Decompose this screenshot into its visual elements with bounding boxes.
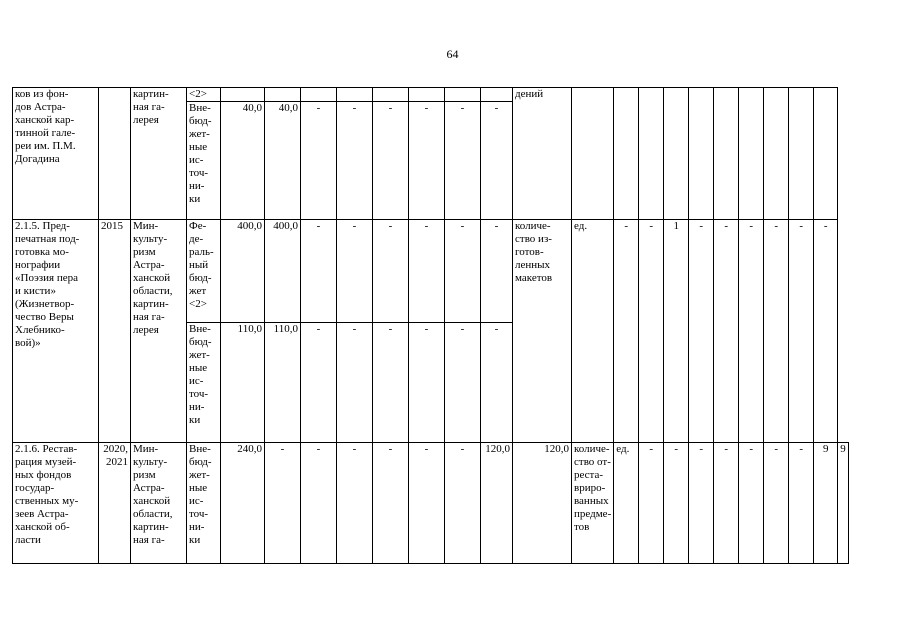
value-cell	[639, 88, 664, 220]
amount-cell: -	[481, 102, 513, 220]
program-table	[12, 87, 849, 564]
value-cell: -	[764, 443, 789, 564]
amount-cell: -	[373, 443, 409, 564]
value-cell: -	[714, 220, 739, 443]
value-cell: -	[689, 443, 714, 564]
executor-cell: Мин- культу- ризм Астра- ханской области, картин- ная га-	[131, 443, 187, 564]
event-name-cell: ков из фон- дов Астра- ханской кар- тинной гале- реи им. П.М. Догадина	[13, 88, 99, 220]
page-number: 64	[446, 47, 459, 61]
source-cell: Фе- де- раль- ный бюд- жет <2>	[187, 220, 221, 323]
amount-cell: -	[337, 323, 373, 443]
amount-cell: -	[481, 323, 513, 443]
amount-cell: -	[373, 220, 409, 323]
amount-cell: -	[301, 323, 337, 443]
value-cell: 9	[838, 443, 849, 564]
source-cell: Вне- бюд- жет- ные ис- точ- ни- ки	[187, 102, 221, 220]
value-cell: -	[689, 220, 714, 443]
amount-cell: 120,0	[513, 443, 572, 564]
amount-cell: -	[409, 102, 445, 220]
amount-cell: -	[301, 102, 337, 220]
value-cell	[614, 88, 639, 220]
unit-cell	[572, 88, 614, 220]
amount-cell: 40,0	[221, 102, 265, 220]
amount-cell: 40,0	[265, 102, 301, 220]
indicator-cell: количе- ство от- реста- вриро- ванных предме- тов	[572, 443, 614, 564]
amount-cell: 110,0	[265, 323, 301, 443]
value-cell: 1	[664, 220, 689, 443]
value-cell	[714, 88, 739, 220]
amount-cell: -	[409, 220, 445, 323]
amount-cell: -	[301, 220, 337, 323]
year-cell: 2015	[99, 220, 131, 443]
amount-cell: 120,0	[481, 443, 513, 564]
amount-cell	[373, 88, 409, 102]
value-cell: -	[739, 443, 764, 564]
value-cell: -	[639, 220, 664, 443]
value-cell	[739, 88, 764, 220]
amount-cell: -	[445, 220, 481, 323]
amount-cell: -	[445, 102, 481, 220]
amount-cell	[409, 88, 445, 102]
amount-cell: -	[445, 323, 481, 443]
source-cell: Вне- бюд- жет- ные ис- точ- ни- ки	[187, 443, 221, 564]
amount-cell: -	[445, 443, 481, 564]
source-cell: Вне- бюд- жет- ные ис- точ- ни- ки	[187, 323, 221, 443]
amount-cell: -	[337, 102, 373, 220]
value-cell: -	[739, 220, 764, 443]
value-cell: 9	[814, 443, 838, 564]
amount-cell: -	[409, 443, 445, 564]
amount-cell: -	[301, 443, 337, 564]
amount-cell: -	[337, 220, 373, 323]
value-cell: -	[764, 220, 789, 443]
amount-cell: -	[265, 443, 301, 564]
year-cell	[99, 88, 131, 220]
value-cell	[664, 88, 689, 220]
amount-cell: 400,0	[221, 220, 265, 323]
value-cell: -	[639, 443, 664, 564]
year-cell: 2020, 2021	[99, 443, 131, 564]
value-cell: -	[789, 220, 814, 443]
indicator-cell: дений	[513, 88, 572, 220]
event-name-cell: 2.1.5. Пред- печатная под- готовка мо- нографии «Поэзия пера и кисти» (Жизнетвор- чество Веры Хлебнико- вой)»	[13, 220, 99, 443]
unit-cell: ед.	[614, 443, 639, 564]
amount-cell: -	[481, 220, 513, 323]
table-row	[13, 88, 849, 102]
event-name-cell: 2.1.6. Рестав- рация музей- ных фондов государ- ственных му- зеев Астра- ханской об- ласти	[13, 443, 99, 564]
amount-cell: 110,0	[221, 323, 265, 443]
amount-cell: -	[337, 443, 373, 564]
amount-cell: -	[409, 323, 445, 443]
value-cell: -	[814, 220, 838, 443]
executor-cell: Мин- культу- ризм Астра- ханской области, картин- ная га- лерея	[131, 220, 187, 443]
value-cell: -	[614, 220, 639, 443]
amount-cell	[265, 88, 301, 102]
value-cell	[689, 88, 714, 220]
amount-cell: -	[373, 102, 409, 220]
value-cell	[814, 88, 838, 220]
value-cell: -	[664, 443, 689, 564]
value-cell	[789, 88, 814, 220]
table-row	[13, 220, 849, 323]
value-cell	[764, 88, 789, 220]
indicator-cell: количе- ство из- готов- ленных макетов	[513, 220, 572, 443]
amount-cell: 400,0	[265, 220, 301, 323]
executor-cell: картин- ная га- лерея	[131, 88, 187, 220]
amount-cell: 240,0	[221, 443, 265, 564]
source-cell: <2>	[187, 88, 221, 102]
value-cell: -	[714, 443, 739, 564]
amount-cell: -	[373, 323, 409, 443]
value-cell: -	[789, 443, 814, 564]
unit-cell: ед.	[572, 220, 614, 443]
amount-cell	[221, 88, 265, 102]
amount-cell	[445, 88, 481, 102]
table-row	[13, 443, 849, 564]
amount-cell	[337, 88, 373, 102]
amount-cell	[301, 88, 337, 102]
amount-cell	[481, 88, 513, 102]
